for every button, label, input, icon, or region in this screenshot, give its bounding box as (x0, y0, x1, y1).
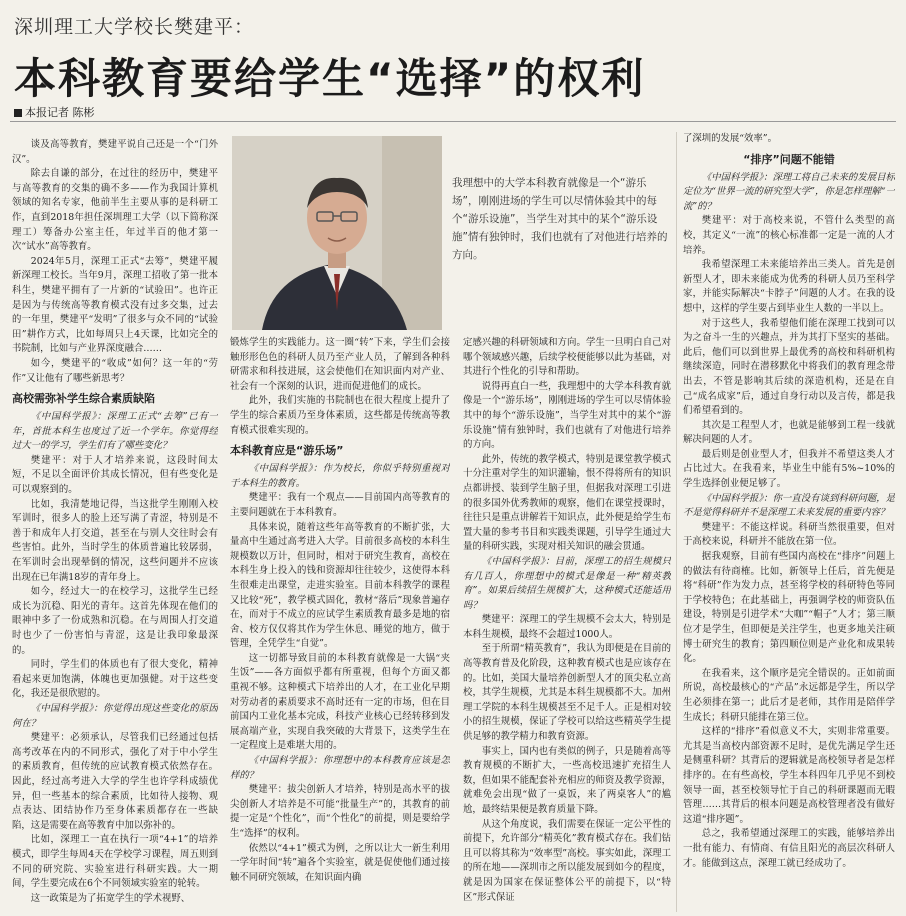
question: 《中国科学报》：你理想中的本科教育应该是怎样的？ (230, 755, 450, 781)
question: 《中国科学报》：你一直没有谈到科研问题，是不是觉得科研并不是深理工未来发展的重要内容？ (683, 492, 895, 519)
pull-quote: 我理想中的大学本科教育就像是一个“游乐场”，刚刚进场的学生可以尽情体验其中的每个“游乐设施”，当学生对其中的某个“游乐设施”情有独钟时，我们也就有了对他进行培养的方向。 (452, 177, 668, 261)
header-rule (10, 121, 896, 122)
paragraph: 同时，学生们的体质也有了很大变化，精神看起来更加饱满，体魄也更加强健。对于这些变化，我还是很欣慰的。 (12, 659, 218, 700)
answer: 樊建平：对于人才培养来说，这段时间太短，不足以全面评价其成长情况，但有些变化是可以观察到的。 (12, 454, 218, 496)
headline: 本科教育要给学生“选择”的权利 (14, 54, 646, 103)
question: 《中国科学报》：深理工将自己未来的发展目标定位为“世界一流的研究型大学”，你是怎样理解“一流”的？ (683, 171, 895, 212)
paragraph: 比如，我清楚地记得，当这批学生刚刚入校军训时，很多人的脸上还写满了青涩，特别是不善于和成年人打交道，甚至在与别人交往时会有些害怕。此外，当时学生的体质普遍比较孱弱，在军训时会出现晕倒的情况，这些问题并不应该出现在已年满18岁的青年身上。 (12, 498, 218, 583)
paragraph: 2024年5月，深理工正式“去筹”，樊建平履新深理工校长。当年9月，深理工招收了第一批本科生，樊建平拥有了一片新的“试验田”。也许正是因为与传统高等教育模式没有过多交集，过去的一年里，樊建平“发明”了很多与众不同的“试验田”耕作方式，比如每周只上4天课，比如完全的书院制，比如与产业界深度融合…… (12, 255, 218, 355)
column-divider (676, 132, 677, 912)
column-3 (463, 336, 671, 916)
answer: 樊建平：拔尖创新人才培养，特别是高水平的拔尖创新人才培养是不可能“批量生产”的，其教育的前提一定是“个性化”，而“个性化”的前提，则是要给学生“选择”的权利。 (230, 784, 450, 839)
question: 《中国科学报》：你觉得出现这些变化的原因何在？ (12, 702, 218, 729)
paragraph: 依然以“4+1”模式为例，之所以让大一新生利用一学年时间“转”遍各个实验室，就是促使他们通过接触不同研究领域，在知识面内确 (230, 842, 450, 883)
answer: 樊建平：必须承认，尽管我们已经通过包括高考改革在内的不同形式，强化了对于中小学生的素质教育，但传统的应试教育模式依然存在。因此，经过高考进入大学的学生也许学科成绩优异，但一些基本的综合素质，比如待人接物、观点表达、团结协作乃至身体素质都存在一些缺陷，这是需要在高等教育中加以弥补的。 (12, 732, 218, 831)
paragraph: 定感兴趣的科研领域和方向。学生一旦明白自己对哪个领域感兴趣，后续学校便能够以此为基础，对其进行个性化的引导和帮助。 (463, 337, 671, 378)
answer: 樊建平：我有一个观点——目前国内高等教育的主要问题就在于本科教育。 (230, 492, 450, 518)
paragraph: 在我看来，这个顺序是完全错误的。正如前面所说，高校最核心的“产品”永远都是学生，所以学生必须排在第一；此后才是老师，其作用是陪伴学生成长；科研只能排在第三位。 (683, 667, 895, 723)
answer: 樊建平：对于高校来说，不管什么类型的高校，其定义“一流”的核心标准都一定是一流的人才培养。 (683, 215, 895, 256)
paragraph: 谈及高等教育，樊建平说自己还是一个“门外汉”。 (12, 139, 218, 165)
paragraph: 这一切都导致目前的本科教育就像是一大锅“夹生饭”——各方面似乎都有所重视，但每个方面又都重视不够。这种模式下培养出的人才，在工业化早期对劳动者的素质要求不高时还有一定的市场，但在目前国内工业化基本完成，科技产业核心已经转移到发展高端产业，实现自我突破的大背景下，这类学生在一定程度上是难堪大用的。 (230, 652, 450, 752)
paragraph: 总之，我希望通过深理工的实践，能够培养出一批有能力、有情商、有信且阳光的高层次科研人才。能做到这点，深理工就已经成功了。 (683, 828, 895, 869)
byline-text: 本报记者 陈彬 (25, 106, 95, 119)
paragraph: 事实上，国内也有类似的例子，只是随着高等教育规模的不断扩大，一些高校迅速扩充招生人数，但如果不能配套补充相应的师资及教学资源，就难免会出现“做了一桌饭，来了两桌客人”的尴尬，最终结果便是教育质量下降。 (463, 745, 671, 815)
section-heading: 高校需弥补学生综合素质缺陷 (12, 392, 155, 406)
paragraph: 如今，樊建平的“收成”如何？这一年的“劳作”又让他有了哪些新思考？ (12, 357, 218, 384)
kicker: 深圳理工大学校长樊建平： (14, 16, 255, 38)
paragraph: 除去自谦的部分，在过往的经历中，樊建平与高等教育的交集的确不多——作为我国计算机领域的知名专家，他前半生主要从事的是科研工作，直到2018年担任深圳理工大学（以下简称深理工）筹备办公室主任，年过半百的他才第一次“试水”高等教育。 (12, 168, 218, 253)
paragraph: 最后则是创业型人才，但我并不希望这类人才占比过大。在我看来，毕业生中能有5%~10%的学生选择创业便足够了。 (683, 448, 895, 490)
section-heading: “排序”问题不能错 (743, 152, 835, 166)
answer: 樊建平：不能这样说。科研当然很重要，但对于高校来说，科研并不能放在第一位。 (683, 521, 895, 548)
portrait-illustration (232, 136, 442, 330)
paragraph: 说得再直白一些，我理想中的大学本科教育就像是一个“游乐场”，刚刚进场的学生可以尽情体验其中的每个“游乐设施”，当学生对其中的某个“游乐设施”情有独钟时，我们也就有了对他进行培养的方向。 (463, 380, 671, 451)
paragraph: 此外，传统的教学模式，特别是课堂教学模式十分注重对学生的知识灌输，恨不得将所有的知识点都讲授、装到学生脑子里，但据我对深理工引进的很多国外优秀教师的观察，他们在课堂授课时，往往只是重点讲解若干知识点，此外便是给学生布置大量的参考书目和实践类课题，引导学生通过大量的科研实践，实现对相关知识的融会贯通。 (463, 453, 671, 553)
byline-square-icon (14, 109, 22, 117)
paragraph: 这样的“排序”看似意义不大，实则非常重要。尤其是当高校内部资源不足时，是优先满足学生还是侧重科研？其背后的逻辑就是高校领导者是怎样排序的。在有些高校，学生本科四年几乎见不到校领导一面，甚至校领导忙于自己的科研课题而无暇管理……其背后的根本问题是高校管理者没有做好这道“排序题”。 (683, 726, 895, 825)
paragraph: 比如，深理工一直在执行一项“4+1”的培养模式，即学生每周4天在学校学习课程，周五则到不同的研究院、实验室进行科研实践。大一期间，学生要完成在6个不同领域实验室的轮转。 (12, 834, 218, 890)
paragraph: 这一政策是为了拓宽学生的学术视野、 (30, 892, 191, 904)
question: 《中国科学报》：目前，深理工的招生规模只有几百人，你理想中的模式是像是一种“精英教育”。如果后续招生规模扩大，这种模式还能适用吗？ (463, 555, 671, 611)
paragraph: 如今，经过大一的在校学习，这批学生已经成长为沉稳、阳光的青年。这首先体现在他们的眼神中多了一份成熟和沉稳。在与周围人打交道时也少了一份害怕与青涩，这是让我印象最深的。 (12, 586, 218, 656)
paragraph: 对于这些人，我希望他们能在深理工找到可以为之奋斗一生的兴趣点，并为其打下坚实的基础。此后，他们可以到世界上最优秀的高校和科研机构继续深造，同时在潜移默化中将我们的教育理念带出去，不管是影响其后续的深造机构，还是在自己“成名成家”后，通过自身行动以及言传，都是我们希望看到的。 (683, 317, 895, 417)
paragraph: 至于所谓“精英教育”，我认为即便是在目前的高等教育普及化阶段，这种教育模式也是应该存在的。比如，美国大量培养创新型人才的顶尖私立高校，其学生规模，尤其是本科生规模都不大。加州理工学院的本科生规模甚至不足千人。正是相对较小的招生规模，保证了学校可以给这些精英学生提供足够的教学精力和教育资源。 (463, 643, 671, 743)
column-1 (12, 138, 218, 916)
paragraph: 锻炼学生的实践能力。这一圈“转”下来，学生们会接触形形色色的科研人员乃至产业人员，了解到各种科研需求和科技进展，这会使他们在知识面内对产业、社会有一个深刻的认识，进而促进他们的成长。 (230, 337, 450, 392)
section-heading: 本科教育应是“游乐场” (230, 444, 344, 458)
paragraph: 了深圳的发展“效率”。 (683, 133, 777, 144)
portrait-photo (232, 136, 442, 330)
paragraph: 具体来说，随着这些年高等教育的不断扩张，大量高中生通过高考进入大学。目前很多高校的本科生规模数以万计，但同时，相对于研究生教育，高校在本科生身上投入的钱和资源却往往较少，这使得本科生很难走出课堂，走进实验室。目前本科教学的课程又比较“死”，教学模式固化，教材“落后”现象普遍存在，而对于不成立的应试学生素质教育最多是地的宿舍、校方仅仅将其作为学生休息、睡觉的地方，做于管理，全凭学生“自觉”。 (230, 521, 450, 650)
paragraph: 从这个角度说，我们需要在保证一定公平性的前提下，允许部分“精英化”教育模式存在。我们钻且可以将其称为“效率型”高校。事实如此，深理工的所在地——深圳市之所以能发展到如今的程度，就是因为国家在保证整体公平的前提下，以“特区”形式保证 (463, 818, 671, 903)
paragraph: 我希望深理工未来能培养出三类人。首先是创新型人才，即未来能成为优秀的科研人员乃至科学家，并能实际解决“卡脖子”问题的人才。在我的设想中，这样的学生要占到毕业生人数的一半以上。 (683, 259, 895, 314)
question: 《中国科学报》：作为校长，你似乎特别重视对于本科生的教育。 (230, 463, 450, 489)
paragraph: 此外，我们实施的书院制也在很大程度上提升了学生的综合素质乃至身体素质，这些都是传统高等教育模式很难实现的。 (230, 395, 450, 436)
paragraph: 其次是工程型人才，也就是能够到工程一线就解决问题的人才。 (683, 419, 895, 446)
column-4 (683, 132, 895, 916)
column-2 (230, 336, 450, 916)
question: 《中国科学报》：深理工正式“去筹”已有一年，首批本科生也度过了近一个学年。你觉得经过大一的学习，学生们有了哪些变化？ (12, 411, 218, 452)
byline (14, 104, 95, 120)
paragraph: 据我观察，目前有些国内高校在“排序”问题上的做法有待商榷。比如，新领导上任后，首先便是将“科研”作为发力点，甚至将学校的科研特色等同于学校特色；在此基础上，再强调学校的师资队伍建设，特别是引进学术“大咖”“帽子”人才；第三顺位才是学生，但即便是关注学生，也更多地关注硕博士研究生的教育；第四顺位则是产业化和成果转化。 (683, 551, 895, 665)
answer: 樊建平：深理工的学生规模不会太大，特别是本科生规模，最终不会超过1000人。 (463, 614, 671, 640)
